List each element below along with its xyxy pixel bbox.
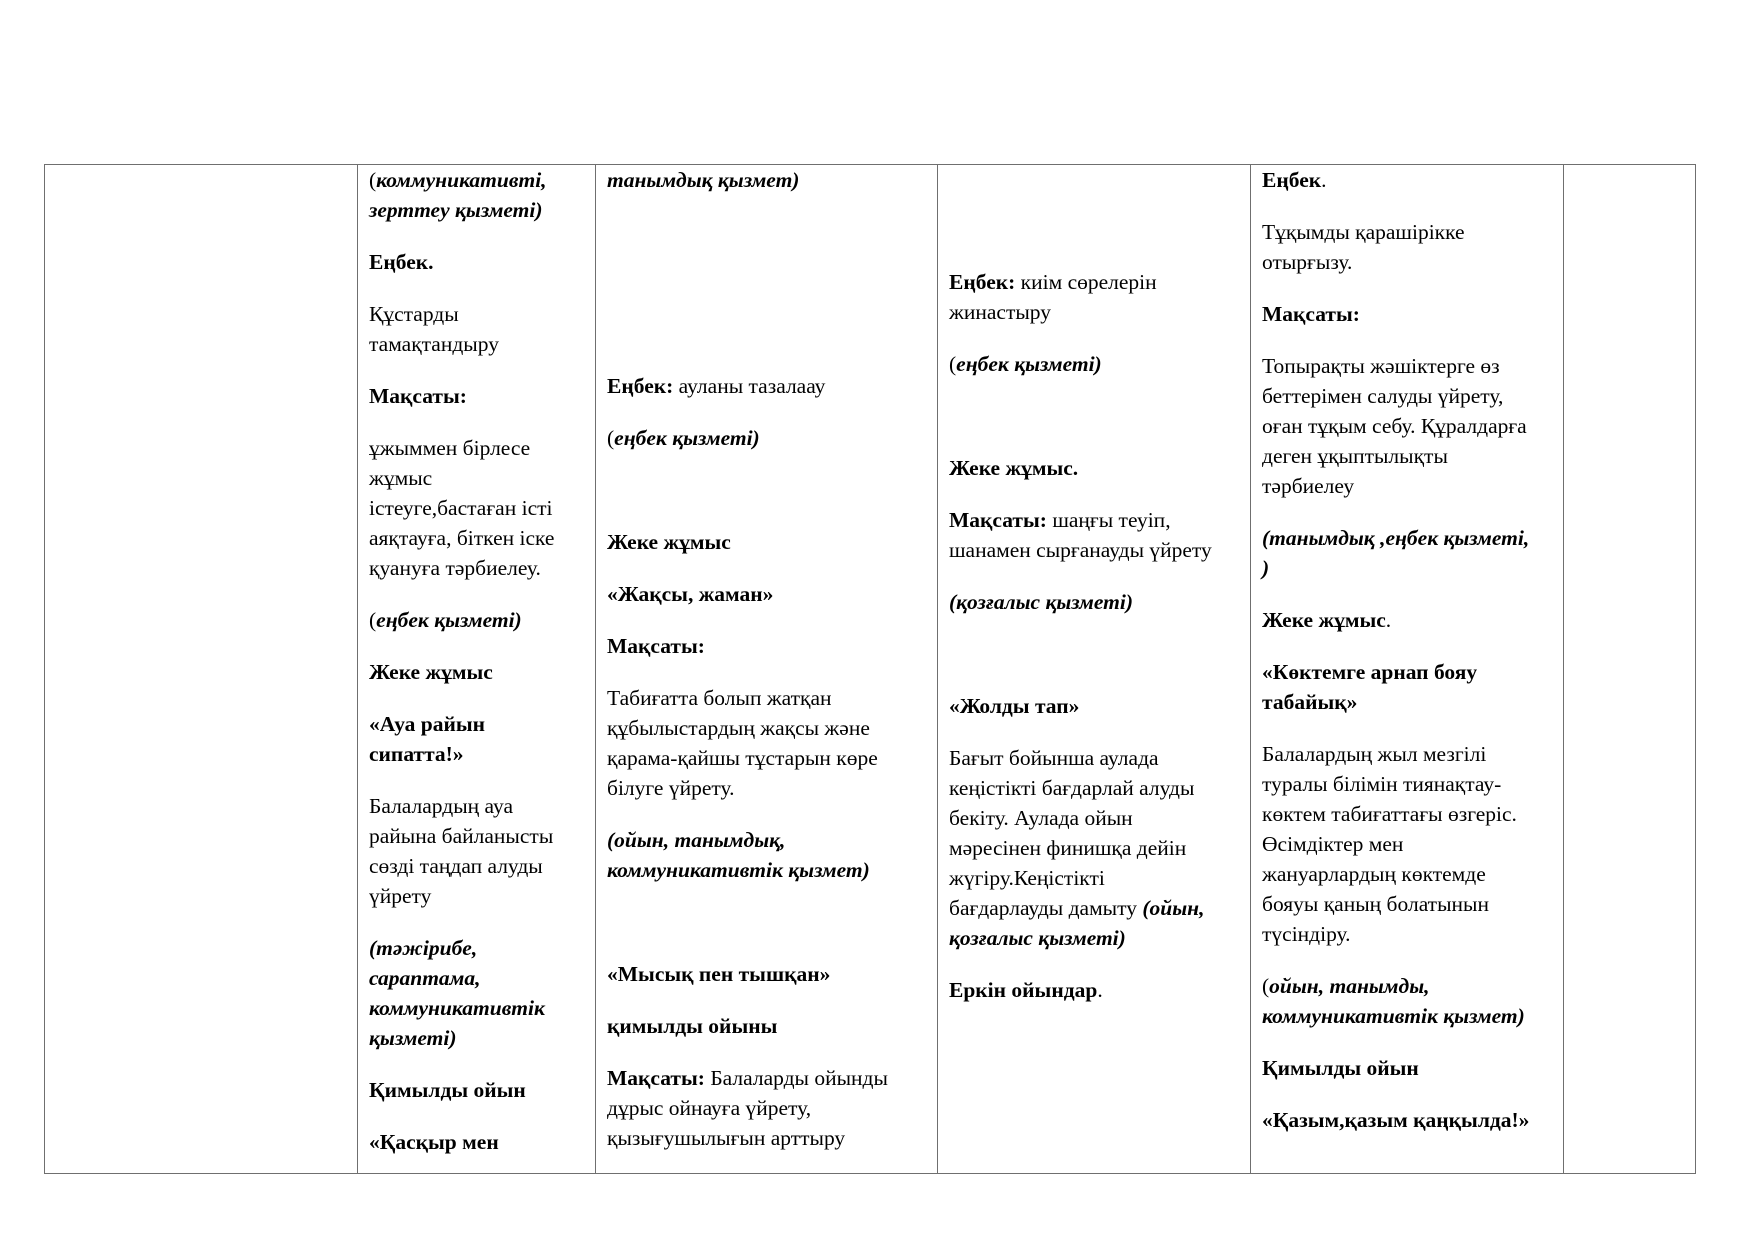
text-line — [1262, 657, 1477, 687]
text-line — [369, 1075, 526, 1105]
text-line — [369, 195, 543, 225]
text-line — [369, 993, 545, 1023]
text-line — [1262, 919, 1351, 949]
text-run: қарама-қайшы тұстарын көре — [607, 746, 878, 770]
text-run: қозғалыс қызметі) — [949, 926, 1126, 950]
text-run: Жеке жұмыс — [1262, 608, 1386, 632]
text-line — [607, 579, 773, 609]
text-run: сараптама, — [369, 966, 481, 990]
text-run: . — [1097, 978, 1103, 1002]
text-run: (танымдық ,еңбек қызметі, — [1262, 526, 1530, 550]
text-line — [369, 709, 485, 739]
text-line — [369, 523, 554, 553]
text-run: Құстарды — [369, 302, 459, 326]
text-run: сөзді таңдап алуды — [369, 854, 543, 878]
text-run: отырғызу. — [1262, 250, 1353, 274]
text-line — [1262, 381, 1503, 411]
text-run: түсіндіру. — [1262, 922, 1351, 946]
text-run: сипатта!» — [369, 742, 464, 766]
table-cell-5 — [1251, 165, 1564, 1174]
text-line — [607, 1011, 777, 1041]
text-run: . — [1385, 608, 1392, 632]
text-line — [369, 463, 432, 493]
text-line — [949, 505, 1171, 535]
text-run: жүгіру.Кеңістікті — [949, 866, 1105, 890]
text-line — [1262, 1053, 1419, 1083]
text-run: оған тұқым себу. Құралдарға — [1262, 414, 1527, 438]
text-run: еңбек қызметі) — [956, 352, 1102, 376]
text-run: Еңбек: — [607, 374, 679, 398]
text-run: коммуникативтік қызмет) — [1262, 1004, 1525, 1028]
text-line — [369, 381, 467, 411]
text-line — [1262, 859, 1486, 889]
table-cell-2 — [358, 165, 596, 1174]
text-run: еңбек қызметі) — [614, 426, 760, 450]
text-line — [369, 739, 464, 769]
text-run: Жеке жұмыс. — [949, 456, 1079, 480]
text-line — [369, 493, 552, 523]
text-run: жануарлардың көктемде — [1262, 862, 1486, 886]
text-run: Табиғатта болып жатқан — [607, 686, 832, 710]
text-run: тәрбиелеу — [1262, 474, 1355, 498]
text-run: Жеке жұмыс — [607, 530, 731, 554]
text-run: Тұқымды қарашірікке — [1262, 220, 1465, 244]
text-line — [949, 975, 1103, 1005]
text-line — [949, 691, 1079, 721]
table-cell-1 — [45, 165, 358, 1174]
text-line — [1262, 471, 1354, 501]
text-run: қызметі) — [369, 1026, 457, 1050]
text-run: бекіту. Аулада ойын — [949, 806, 1133, 830]
text-line — [1262, 523, 1529, 553]
text-line — [1262, 441, 1448, 471]
text-run: Мақсаты: — [607, 1066, 711, 1090]
text-line — [369, 165, 547, 195]
text-run: . — [1321, 168, 1327, 192]
text-run: беттерімен салуды үйрету, — [1262, 384, 1504, 408]
text-run: «Мысық пен тышқан» — [607, 962, 831, 986]
text-line — [369, 881, 431, 911]
text-line — [607, 423, 760, 453]
text-run: аяқтауға, біткен іске — [369, 526, 555, 550]
text-run: Өсімдіктер мен — [1262, 832, 1404, 856]
text-line — [607, 713, 870, 743]
text-line — [949, 743, 1159, 773]
text-run: бояуы қаның болатынын — [1262, 892, 1489, 916]
text-run: қуануға тәрбиелеу. — [369, 556, 541, 580]
text-run: «Жақсы, жаман» — [607, 582, 774, 606]
text-run: Еңбек — [1262, 168, 1322, 192]
text-run: танымдық қызмет) — [607, 168, 800, 192]
text-run: коммуникативті, — [376, 168, 547, 192]
text-run: ( — [1262, 974, 1270, 998]
text-run: Қимылды ойын — [369, 1078, 526, 1102]
table-row — [45, 165, 1696, 1174]
text-line — [369, 1127, 499, 1157]
text-line — [1262, 217, 1465, 247]
text-line — [607, 165, 799, 195]
text-line — [1262, 1001, 1525, 1031]
text-line — [607, 773, 734, 803]
text-run: Мақсаты: — [949, 508, 1053, 532]
table-cell-3 — [596, 165, 938, 1174]
text-line — [369, 791, 513, 821]
text-line — [607, 743, 878, 773]
text-line — [1262, 411, 1527, 441]
text-line — [949, 587, 1133, 617]
text-run: «Жолды тап» — [949, 694, 1080, 718]
text-line — [369, 605, 522, 635]
text-line — [949, 453, 1078, 483]
text-run: кеңістікті бағдарлай алуды — [949, 776, 1195, 800]
text-run: ойын, танымды, — [1269, 974, 1430, 998]
text-run: (ойын, — [1142, 896, 1205, 920]
text-run: Балалардың ауа — [369, 794, 514, 818]
text-line — [1262, 247, 1352, 277]
text-line — [1262, 769, 1501, 799]
text-run: табайық» — [1262, 690, 1358, 714]
text-line — [369, 1023, 457, 1053]
text-run: ) — [1262, 556, 1270, 580]
text-line — [949, 893, 1204, 923]
text-line — [607, 825, 785, 855]
text-line — [369, 247, 434, 277]
text-line — [1262, 739, 1486, 769]
text-run: «Қазым,қазым қаңқылда!» — [1262, 1108, 1530, 1132]
text-run: «Көктемге арнап бояу — [1262, 660, 1478, 684]
text-run: шанамен сырғанауды үйрету — [949, 538, 1212, 562]
text-line — [369, 963, 481, 993]
text-run: мәресінен финишқа дейін — [949, 836, 1187, 860]
text-line — [949, 773, 1194, 803]
text-run: қимылды ойыны — [607, 1014, 778, 1038]
text-line — [369, 657, 493, 687]
text-run: бағдарлауды дамыту — [949, 896, 1143, 920]
text-run: Топырақты жәшіктерге өз — [1262, 354, 1500, 378]
text-line — [949, 297, 1051, 327]
text-line — [949, 349, 1102, 379]
text-run: істеуге,бастаған істі — [369, 496, 553, 520]
text-run: дұрыс ойнауға үйрету, — [607, 1096, 812, 1120]
text-line — [369, 933, 477, 963]
text-line — [949, 863, 1105, 893]
plan-table — [44, 164, 1696, 1174]
text-line — [607, 1123, 845, 1153]
text-run: Еңбек: — [949, 270, 1021, 294]
text-run: Мақсаты: — [1262, 302, 1360, 326]
text-line — [607, 959, 830, 989]
text-run: ( — [369, 608, 377, 632]
text-line — [1262, 299, 1360, 329]
text-line — [369, 553, 541, 583]
text-run: «Қасқыр мен — [369, 1130, 499, 1154]
text-line — [369, 433, 530, 463]
text-line — [949, 923, 1126, 953]
text-run: туралы білімін тиянақтау- — [1262, 772, 1502, 796]
text-line — [607, 683, 832, 713]
text-run: деген ұқыптылықты — [1262, 444, 1448, 468]
text-run: Еңбек. — [369, 250, 434, 274]
text-line — [1262, 605, 1391, 635]
text-line — [1262, 165, 1327, 195]
text-line — [1262, 971, 1430, 1001]
text-line — [607, 527, 731, 557]
text-run: шаңғы теуіп, — [1052, 508, 1171, 532]
text-run: тамақтандыру — [369, 332, 499, 356]
text-run: Жеке жұмыс — [369, 660, 493, 684]
text-line — [607, 1063, 888, 1093]
text-line — [949, 833, 1186, 863]
text-run: ұжыммен бірлесе — [369, 436, 531, 460]
text-run: ( — [949, 352, 957, 376]
table-cell-4 — [938, 165, 1251, 1174]
text-line — [1262, 889, 1489, 919]
text-run: киім сөрелерін — [1020, 270, 1157, 294]
text-run: үйрету — [369, 884, 432, 908]
text-line — [1262, 1105, 1529, 1135]
text-run: білуге үйрету. — [607, 776, 735, 800]
text-run: Балалардың жыл мезгілі — [1262, 742, 1487, 766]
text-run: жұмыс — [369, 466, 433, 490]
text-run: Еркін ойындар — [949, 978, 1098, 1002]
text-run: (қозғалыс қызметі) — [949, 590, 1133, 614]
text-run: құбылыстардың жақсы және — [607, 716, 870, 740]
text-run: Балаларды ойынды — [710, 1066, 888, 1090]
text-run: зерттеу қызметі) — [369, 198, 543, 222]
text-line — [607, 855, 870, 885]
text-line — [607, 1093, 811, 1123]
text-line — [607, 631, 705, 661]
text-run: ауланы тазалаау — [678, 374, 826, 398]
text-run: ( — [607, 426, 615, 450]
text-run: Мақсаты: — [607, 634, 705, 658]
text-run: (тәжірибе, — [369, 936, 478, 960]
text-line — [949, 267, 1157, 297]
text-run: Мақсаты: — [369, 384, 467, 408]
text-run: коммуникативтік қызмет) — [607, 858, 870, 882]
text-run: жинастыру — [949, 300, 1052, 324]
text-run: «Ауа райын — [369, 712, 486, 736]
text-run: көктем табиғаттағы өзгеріс. — [1262, 802, 1517, 826]
text-run: ( — [369, 168, 377, 192]
text-run: Қимылды ойын — [1262, 1056, 1419, 1080]
text-line — [369, 851, 543, 881]
text-run: еңбек қызметі) — [376, 608, 522, 632]
text-line — [369, 329, 499, 359]
text-run: коммуникативтік — [369, 996, 545, 1020]
text-line — [949, 535, 1212, 565]
text-run: райына байланысты — [369, 824, 554, 848]
text-line — [1262, 351, 1500, 381]
text-line — [369, 299, 459, 329]
text-line — [949, 803, 1133, 833]
text-line — [1262, 687, 1357, 717]
text-run: қызығушылығын арттыру — [607, 1126, 846, 1150]
text-line — [607, 371, 825, 401]
table-cell-6 — [1564, 165, 1696, 1174]
text-line — [1262, 829, 1403, 859]
text-line — [369, 821, 553, 851]
text-run: Бағыт бойынша аулада — [949, 746, 1159, 770]
text-run: (ойын, танымдық, — [607, 828, 786, 852]
text-line — [1262, 553, 1269, 583]
text-line — [1262, 799, 1517, 829]
